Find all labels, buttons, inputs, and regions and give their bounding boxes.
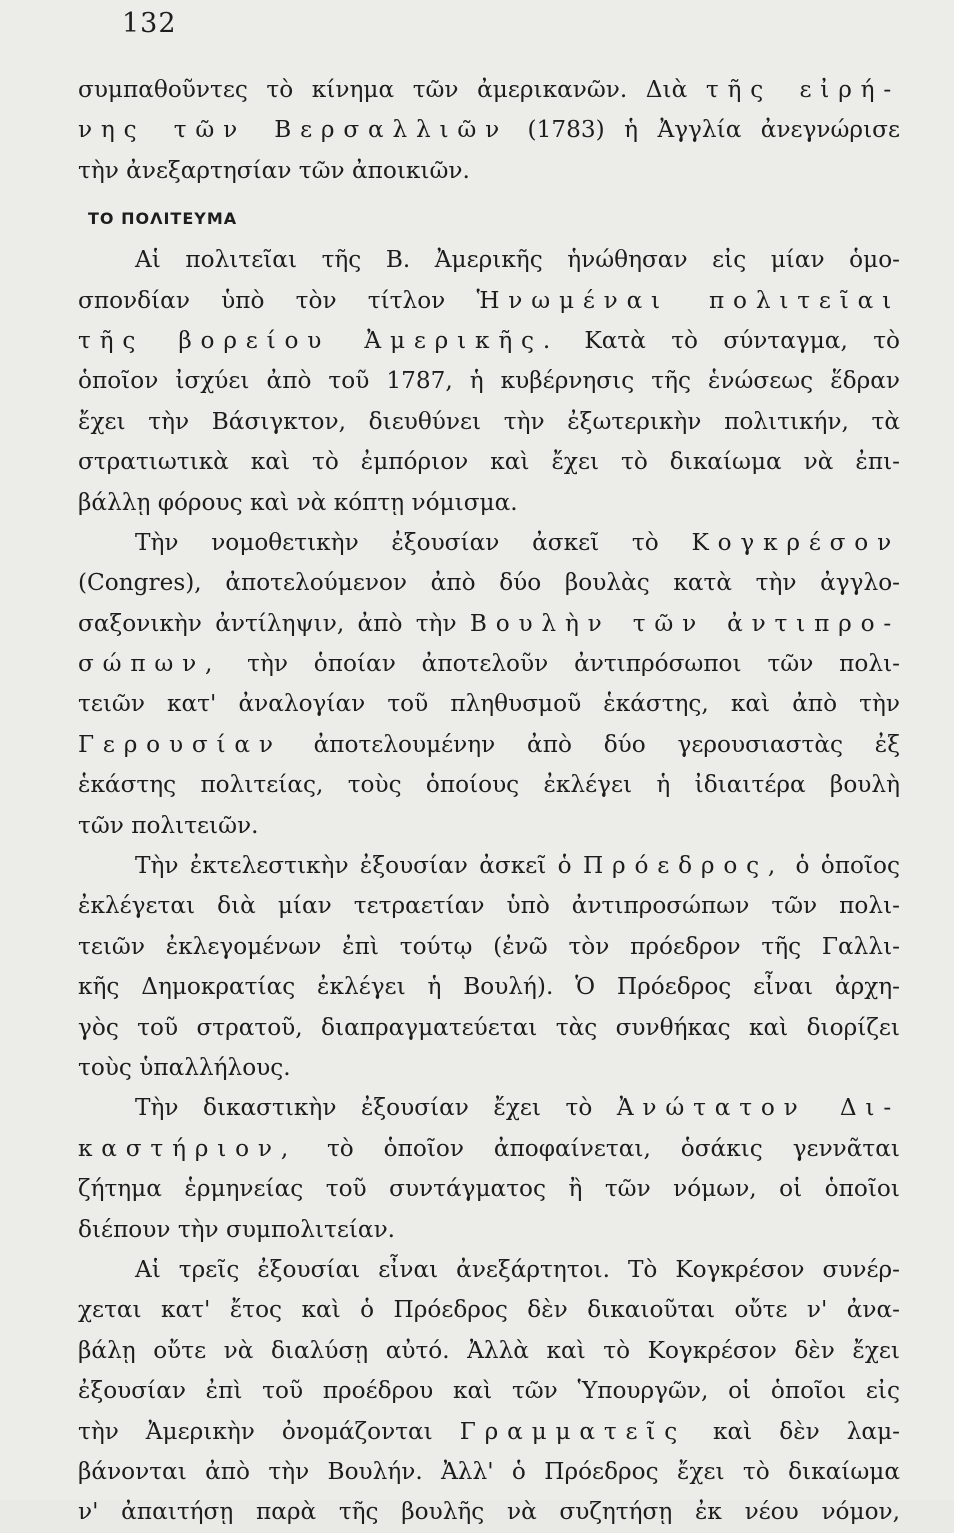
text-segment: Κατὰ τὸ σύνταγμα, τὸ [559, 326, 900, 354]
text-segment: ἐξουσίαν ἐπὶ τοῦ προέδρου καὶ τῶν Ὑπουργῶν, οἱ ὁποῖοι εἰς [78, 1377, 900, 1405]
main-paragraphs [78, 240, 900, 1533]
spaced-emphasis-text: νης τῶν Βερσαλλιῶν [78, 116, 509, 144]
text-segment: βάνονται ἀπὸ τὴν Βουλήν. Ἀλλ' ὁ Πρόεδρος ἔχει τὸ δικαίωμα [78, 1457, 900, 1485]
text-line [78, 110, 900, 150]
spaced-emphasis-text: Γραμματεῖς [459, 1417, 687, 1445]
text-segment: τειῶν κατ' ἀναλογίαν τοῦ πληθυσμοῦ ἑκάστης, καὶ ἀπὸ τὴν [78, 690, 900, 718]
text-segment: Τὴν νομοθετικὴν ἐξουσίαν ἀσκεῖ τὸ [135, 528, 692, 556]
text-line [78, 1169, 900, 1209]
text-line [78, 846, 900, 886]
text-line [78, 240, 900, 280]
text-line [78, 361, 900, 401]
text-line [78, 151, 900, 191]
text-segment: ζήτημα ἑρμηνείας τοῦ συντάγματος ἢ τῶν νόμων, οἱ ὁποῖοι [78, 1175, 900, 1203]
text-line [78, 1290, 900, 1330]
text-segment: (1783) ἡ Ἀγγλία ἀνεγνώρισε [508, 116, 900, 144]
text-segment: στρατιωτικὰ καὶ τὸ ἐμπόριον καὶ ἔχει τὸ δικαίωμα νὰ ἐπι- [78, 448, 900, 476]
spaced-emphasis-text: καστήριον, [78, 1134, 298, 1162]
text-line [78, 1452, 900, 1492]
text-segment: βάλλῃ φόρους καὶ νὰ κόπτῃ νόμισμα. [78, 488, 518, 516]
text-line [78, 1250, 900, 1290]
text-line [78, 886, 900, 926]
spaced-emphasis-text: Ἡνωμέναι πολιτεῖαι [476, 286, 900, 314]
text-segment: ἀποτελουμένην ἀπὸ δύο γερουσιαστὰς ἐξ [281, 730, 900, 758]
text-line [78, 523, 900, 563]
body-text [78, 70, 900, 1533]
text-segment: τὸ ὁποῖον ἀποφαίνεται, ὁσάκις γεννᾶται [297, 1134, 900, 1162]
text-line [78, 1210, 900, 1250]
text-line [78, 70, 900, 110]
text-segment: (Congres), ἀποτελούμενον ἀπὸ δύο βουλὰς κατὰ τὴν ἀγγλο- [78, 569, 900, 597]
text-segment: ὁποῖον ἰσχύει ἀπὸ τοῦ 1787, ἡ κυβέρνησις τῆς ἑνώσεως ἕδραν [78, 367, 900, 395]
text-line [78, 806, 900, 846]
text-line [78, 1008, 900, 1048]
text-segment: κῆς Δημοκρατίας ἐκλέγει ἡ Βουλή). Ὁ Πρόεδρος εἶναι ἀρχη- [78, 973, 900, 1001]
text-line [78, 967, 900, 1007]
text-segment: τὴν ἀνεξαρτησίαν τῶν ἀποικιῶν. [78, 156, 470, 184]
text-line [78, 1492, 900, 1532]
text-line [78, 442, 900, 482]
spaced-emphasis-text: σώπων, [78, 650, 222, 678]
text-line [78, 1412, 900, 1452]
spaced-emphasis-text: Πρόεδρος, [583, 852, 785, 880]
text-segment: συμπαθοῦντες τὸ κίνημα τῶν ἀμερικανῶν. Διὰ [78, 76, 706, 103]
text-segment: ὁ ὁποῖος [784, 852, 900, 880]
spaced-emphasis-text: Κογκρέσον [691, 528, 900, 556]
text-line [78, 1088, 900, 1128]
text-line [78, 1331, 900, 1371]
text-line [78, 281, 900, 321]
text-line [78, 402, 900, 442]
text-segment: ἔχει τὴν Βάσιγκτον, διευθύνει τὴν ἐξωτερικὴν πολιτικήν, τὰ [78, 407, 900, 435]
text-segment: διέπουν τὴν συμπολιτείαν. [78, 1215, 396, 1243]
text-segment: τὴν ὁποίαν ἀποτελοῦν ἀντιπρόσωποι τῶν πολι- [221, 650, 900, 678]
text-line [78, 927, 900, 967]
text-line [78, 1371, 900, 1411]
text-line [78, 563, 900, 603]
spaced-emphasis-text: τῆς εἰρή- [705, 76, 900, 103]
section-heading: ΤΟ ΠΟΛΙΤΕΥΜΑ [88, 209, 238, 229]
text-segment: σπονδίαν ὑπὸ τὸν τίτλον [78, 286, 477, 314]
text-segment: βάλῃ οὔτε νὰ διαλύσῃ αὐτό. Ἀλλὰ καὶ τὸ Κογκρέσον δὲν ἔχει [78, 1336, 900, 1364]
text-segment: χεται κατ' ἔτος καὶ ὁ Πρόεδρος δὲν δικαιοῦται οὔτε ν' ἀνα- [78, 1296, 900, 1324]
text-segment: ἑκάστης πολιτείας, τοὺς ὁποίους ἐκλέγει ἡ ἰδιαιτέρα βουλὴ [78, 771, 900, 799]
text-segment: τοὺς ὑπαλλήλους. [78, 1053, 291, 1081]
text-line [78, 1129, 900, 1169]
text-line [78, 765, 900, 805]
spaced-emphasis-text: Γερουσίαν [78, 730, 282, 758]
text-segment: τῶν πολιτειῶν. [78, 811, 259, 839]
text-segment: σαξονικὴν ἀντίληψιν, ἀπὸ τὴν [78, 609, 470, 637]
text-line [78, 644, 900, 684]
text-segment: καὶ δὲν λαμ- [686, 1417, 900, 1445]
text-line [78, 321, 900, 361]
spaced-emphasis-text: Βουλὴν τῶν ἀντιπρο- [469, 609, 901, 637]
text-line [78, 684, 900, 724]
text-line [78, 725, 900, 765]
text-segment: Αἱ πολιτεῖαι τῆς Β. Ἀμερικῆς ἡνώθησαν εἰς μίαν ὁμο- [135, 246, 900, 274]
text-segment: Τὴν δικαστικὴν ἐξουσίαν ἔχει τὸ [135, 1094, 617, 1122]
text-segment: ἐκλέγεται διὰ μίαν τετραετίαν ὑπὸ ἀντιπροσώπων τῶν πολι- [78, 892, 900, 920]
spaced-emphasis-text: Ἀνώτατον Δι- [616, 1094, 900, 1122]
page-number: 132 [122, 8, 177, 39]
text-segment: γὸς τοῦ στρατοῦ, διαπραγματεύεται τὰς συνθήκας καὶ διορίζει [78, 1013, 900, 1041]
text-segment: ν' ἀπαιτήσῃ παρὰ τῆς βουλῆς νὰ συζητήσῃ ἐκ νέου νόμον, [78, 1498, 900, 1526]
text-segment: τειῶν ἐκλεγομένων ἐπὶ τούτῳ (ἐνῶ τὸν πρόεδρον τῆς Γαλλι- [78, 932, 900, 960]
text-line [78, 1048, 900, 1088]
text-segment: Τὴν ἐκτελεστικὴν ἐξουσίαν ἀσκεῖ ὁ [135, 852, 583, 880]
text-segment: τὴν Ἀμερικὴν ὀνομάζονται [78, 1417, 460, 1445]
text-line [78, 483, 900, 523]
text-segment: Αἱ τρεῖς ἐξουσίαι εἶναι ἀνεξάρτητοι. Τὸ Κογκρέσον συνέρ- [135, 1255, 900, 1283]
text-line [78, 604, 900, 644]
spaced-emphasis-text: τῆς βορείου Ἀμερικῆς. [78, 326, 560, 354]
intro-paragraph [78, 70, 900, 191]
